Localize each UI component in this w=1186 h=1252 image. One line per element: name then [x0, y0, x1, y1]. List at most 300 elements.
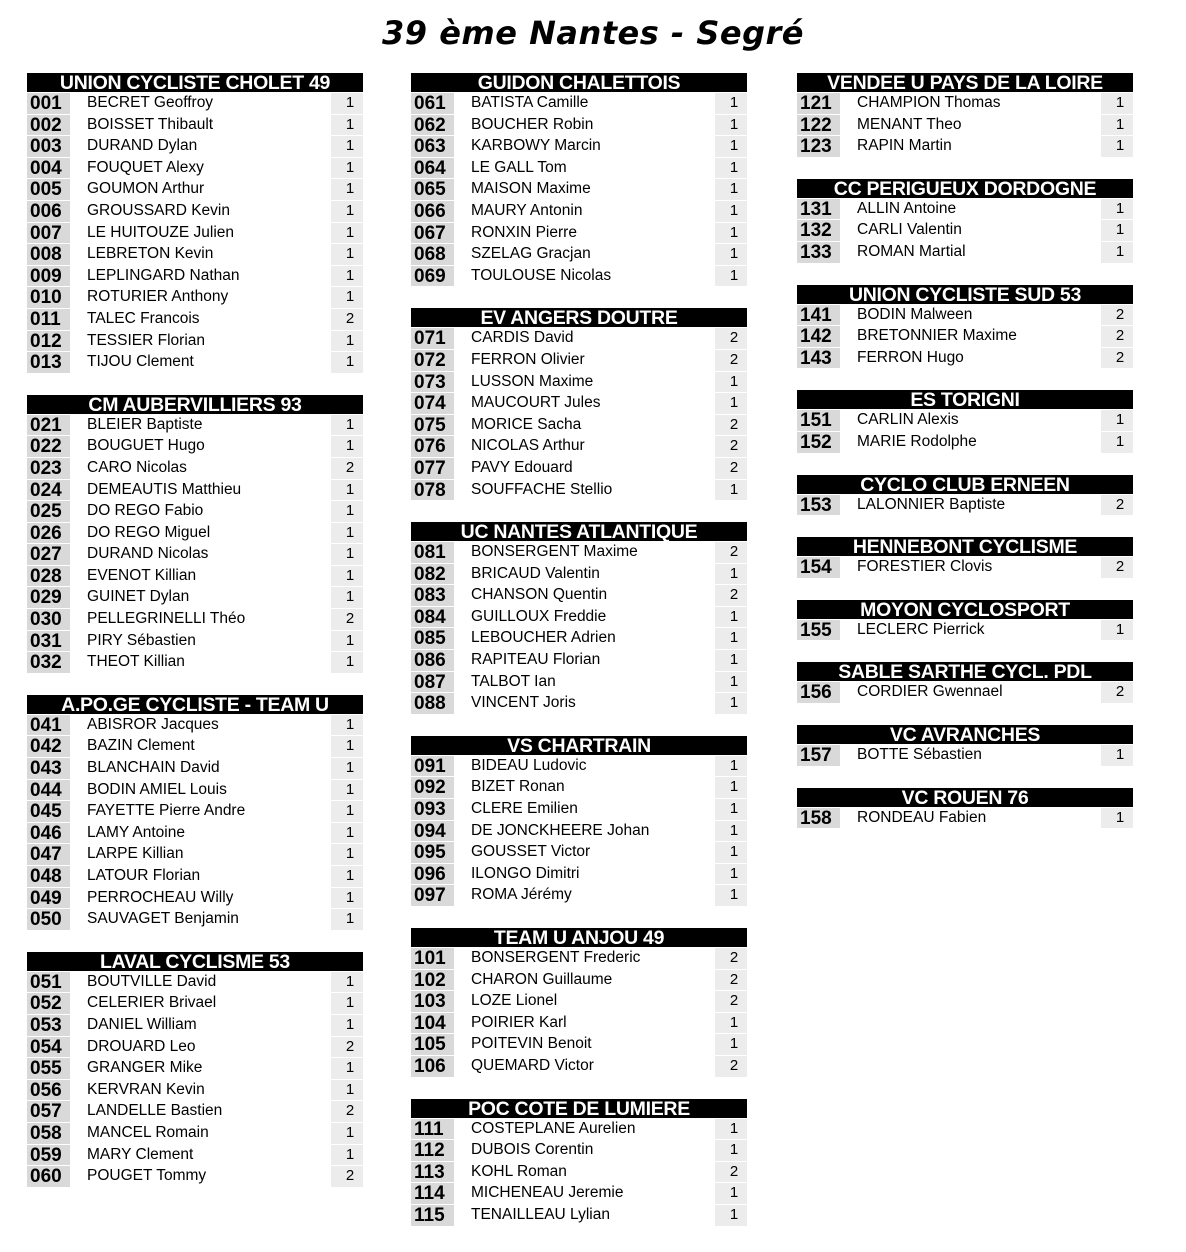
- rider-category: 1: [331, 587, 363, 608]
- rider-category: 2: [715, 1056, 747, 1077]
- bib-number: 056: [27, 1080, 70, 1101]
- rider-category: 1: [331, 1123, 363, 1144]
- rider-category: 1: [715, 179, 747, 200]
- rider-name: LEBRETON Kevin: [87, 245, 214, 263]
- bib-number: 043: [27, 758, 70, 779]
- rider-name: KERVRAN Kevin: [87, 1080, 205, 1098]
- rider-category: 1: [715, 693, 747, 714]
- rider-row: [27, 543, 363, 565]
- rider-row: [411, 392, 747, 414]
- rider-name: CARDIS David: [471, 329, 574, 347]
- bib-number: 023: [27, 458, 70, 479]
- rider-category: 1: [331, 823, 363, 844]
- rider-name: BONSERGENT Frederic: [471, 949, 641, 966]
- bib-number: 025: [27, 501, 70, 522]
- rider-name: DEMEAUTIS Matthieu: [87, 480, 242, 498]
- rider-category: 1: [715, 136, 747, 157]
- rider-category: 1: [715, 372, 747, 393]
- bib-number: 113: [411, 1162, 454, 1183]
- rider-name: LATOUR Florian: [87, 867, 201, 884]
- rider-category: 1: [715, 480, 747, 501]
- rider-category: 2: [715, 585, 747, 606]
- bib-number: 142: [797, 326, 840, 347]
- rider-category: 1: [331, 93, 363, 114]
- bib-number: 028: [27, 566, 70, 587]
- rider-name: LEBOUCHER Adrien: [471, 629, 616, 647]
- rider-name: GUILLOUX Freddie: [471, 607, 607, 625]
- bib-number: 111: [411, 1119, 454, 1140]
- team-block: [797, 600, 1133, 641]
- bib-number: 077: [411, 458, 454, 479]
- rider-row: [411, 584, 747, 606]
- rider-row: [411, 327, 747, 349]
- rider-category: 1: [331, 909, 363, 930]
- rider-name: FAYETTE Pierre Andre: [87, 802, 246, 820]
- rider-name: MICHENEAU Jeremie: [471, 1184, 624, 1202]
- rider-category: 2: [331, 458, 363, 479]
- rider-category: 1: [331, 415, 363, 436]
- rider-row: [411, 114, 747, 136]
- team-block: [797, 73, 1133, 157]
- rider-row: [27, 414, 363, 436]
- rider-category: 1: [1101, 745, 1133, 766]
- rider-name: CLERE Emilien: [471, 800, 578, 818]
- rider-category: 1: [331, 758, 363, 779]
- rider-name: LE GALL Tom: [471, 158, 567, 176]
- rider-category: 1: [715, 1119, 747, 1140]
- team-name: HENNEBONT CYCLISME: [797, 537, 1133, 556]
- rider-row: [797, 431, 1133, 453]
- bib-number: 087: [411, 672, 454, 693]
- rider-category: 1: [331, 287, 363, 308]
- bib-number: 063: [411, 136, 454, 157]
- rider-row: [411, 222, 747, 244]
- rider-name: CHANSON Quentin: [471, 586, 608, 604]
- rider-category: 1: [331, 844, 363, 865]
- team-block: [797, 390, 1133, 452]
- bib-number: 105: [411, 1034, 454, 1055]
- team-name: VC AVRANCHES: [797, 725, 1133, 744]
- rider-category: 1: [715, 115, 747, 136]
- bib-number: 101: [411, 948, 454, 969]
- rider-category: 1: [331, 136, 363, 157]
- page-title: 39 ème Nantes - Segré: [382, 14, 804, 52]
- rider-name: MENANT Theo: [857, 115, 962, 133]
- bib-number: 093: [411, 799, 454, 820]
- bib-number: 072: [411, 350, 454, 371]
- rider-row: [411, 541, 747, 563]
- rider-row: [27, 908, 363, 930]
- rider-name: FERRON Hugo: [857, 348, 964, 366]
- team-name: GUIDON CHALETTOIS: [411, 73, 747, 92]
- team-block: [411, 736, 747, 906]
- rider-row: [411, 776, 747, 798]
- rider-category: 2: [331, 1037, 363, 1058]
- rider-category: 2: [331, 609, 363, 630]
- rider-name: BATISTA Camille: [471, 94, 589, 111]
- team-block: [411, 1099, 747, 1226]
- rider-category: 2: [1101, 557, 1133, 578]
- rider-row: [797, 807, 1133, 829]
- team-block: [411, 308, 747, 500]
- bib-number: 064: [411, 158, 454, 179]
- rider-category: 1: [715, 266, 747, 287]
- rider-row: [797, 409, 1133, 431]
- rider-category: 1: [331, 652, 363, 673]
- rider-category: 1: [331, 266, 363, 287]
- rider-name: MARY Clement: [87, 1145, 194, 1163]
- rider-category: 1: [715, 1205, 747, 1226]
- bib-number: 085: [411, 628, 454, 649]
- team-name: LAVAL CYCLISME 53: [27, 952, 363, 971]
- bib-number: 058: [27, 1123, 70, 1144]
- team-name: TEAM U ANJOU 49: [411, 928, 747, 947]
- bib-number: 030: [27, 609, 70, 630]
- rider-name: ALLIN Antoine: [857, 199, 957, 217]
- rider-row: [411, 1033, 747, 1055]
- rider-row: [411, 435, 747, 457]
- rider-category: 1: [715, 650, 747, 671]
- rider-row: [27, 457, 363, 479]
- rider-row: [27, 330, 363, 352]
- bib-number: 003: [27, 136, 70, 157]
- rider-name: CARLIN Alexis: [857, 411, 959, 429]
- rider-category: 1: [331, 331, 363, 352]
- rider-category: 2: [715, 350, 747, 371]
- rider-category: 2: [715, 991, 747, 1012]
- team-name: UC NANTES ATLANTIQUE: [411, 522, 747, 541]
- rider-category: 1: [715, 885, 747, 906]
- rider-name: BODIN AMIEL Louis: [87, 780, 227, 798]
- team-block: [27, 952, 363, 1187]
- team-block: [797, 788, 1133, 829]
- rider-name: TALEC Francois: [87, 309, 200, 327]
- bib-number: 073: [411, 372, 454, 393]
- rider-name: BODIN Malween: [857, 305, 973, 323]
- team-block: [411, 522, 747, 714]
- bib-number: 084: [411, 607, 454, 628]
- bib-number: 013: [27, 352, 70, 373]
- rider-row: [27, 565, 363, 587]
- rider-row: [27, 800, 363, 822]
- rider-name: LALONNIER Baptiste: [857, 495, 1006, 513]
- rider-row: [411, 841, 747, 863]
- rider-category: 1: [331, 993, 363, 1014]
- bib-number: 060: [27, 1166, 70, 1187]
- rider-name: CARLI Valentin: [857, 221, 962, 239]
- rider-name: DO REGO Fabio: [87, 502, 204, 520]
- rider-row: [411, 692, 747, 714]
- rider-row: [27, 1079, 363, 1101]
- bib-number: 048: [27, 866, 70, 887]
- rider-row: [27, 200, 363, 222]
- rider-row: [27, 651, 363, 673]
- rider-category: 1: [1101, 242, 1133, 263]
- rider-category: 2: [1101, 326, 1133, 347]
- rider-category: 1: [331, 1145, 363, 1166]
- bib-number: 094: [411, 821, 454, 842]
- rider-row: [27, 178, 363, 200]
- rider-row: [411, 157, 747, 179]
- rider-category: 1: [715, 223, 747, 244]
- rider-row: [27, 286, 363, 308]
- rider-name: PIRY Sébastien: [87, 631, 196, 649]
- bib-number: 006: [27, 201, 70, 222]
- rider-name: MAUCOURT Jules: [471, 394, 601, 412]
- bib-number: 097: [411, 885, 454, 906]
- bib-number: 021: [27, 415, 70, 436]
- rider-name: BLEIER Baptiste: [87, 415, 203, 433]
- team-block: [797, 662, 1133, 703]
- column-left: [27, 73, 363, 1209]
- team-block: [411, 73, 747, 286]
- rider-row: [411, 969, 747, 991]
- rider-category: 2: [715, 328, 747, 349]
- bib-number: 032: [27, 652, 70, 673]
- rider-category: 1: [715, 799, 747, 820]
- rider-row: [27, 135, 363, 157]
- rider-name: MANCEL Romain: [87, 1123, 209, 1141]
- rider-row: [411, 1204, 747, 1226]
- rider-row: [797, 494, 1133, 516]
- bib-number: 042: [27, 736, 70, 757]
- rider-category: 1: [331, 523, 363, 544]
- rider-category: 1: [715, 821, 747, 842]
- bib-number: 081: [411, 542, 454, 563]
- rider-name: KARBOWY Marcin: [471, 137, 601, 155]
- column-right: [797, 73, 1133, 850]
- rider-name: POIRIER Karl: [471, 1013, 567, 1031]
- rider-name: THEOT Killian: [87, 653, 185, 671]
- rider-category: 1: [1101, 410, 1133, 431]
- rider-category: 2: [331, 1101, 363, 1122]
- bib-number: 008: [27, 244, 70, 265]
- rider-row: [411, 798, 747, 820]
- rider-row: [411, 135, 747, 157]
- team-name: POC COTE DE LUMIERE: [411, 1099, 747, 1118]
- bib-number: 027: [27, 544, 70, 565]
- rider-name: BECRET Geoffroy: [87, 94, 214, 111]
- rider-category: 2: [1101, 348, 1133, 369]
- bib-number: 061: [411, 93, 454, 114]
- rider-name: LARPE Killian: [87, 845, 184, 863]
- bib-number: 026: [27, 523, 70, 544]
- rider-row: [797, 681, 1133, 703]
- rider-row: [411, 178, 747, 200]
- rider-row: [27, 1144, 363, 1166]
- bib-number: 050: [27, 909, 70, 930]
- rider-row: [411, 990, 747, 1012]
- bib-number: 153: [797, 495, 840, 516]
- rider-name: DUBOIS Corentin: [471, 1141, 594, 1159]
- rider-row: [411, 863, 747, 885]
- rider-row: [27, 522, 363, 544]
- rider-row: [27, 1165, 363, 1187]
- rider-name: GOUSSET Victor: [471, 843, 591, 861]
- rider-name: POITEVIN Benoit: [471, 1035, 592, 1053]
- rider-category: 1: [331, 1015, 363, 1036]
- rider-name: BOTTE Sébastien: [857, 745, 982, 763]
- team-block: [797, 179, 1133, 263]
- rider-name: TESSIER Florian: [87, 331, 206, 349]
- rider-row: [411, 457, 747, 479]
- bib-number: 155: [797, 620, 840, 641]
- bib-number: 088: [411, 693, 454, 714]
- rider-name: BONSERGENT Maxime: [471, 543, 638, 561]
- rider-category: 1: [331, 223, 363, 244]
- rider-row: [27, 243, 363, 265]
- rider-name: ILONGO Dimitri: [471, 864, 580, 882]
- rider-row: [27, 435, 363, 457]
- bib-number: 157: [797, 745, 840, 766]
- bib-number: 095: [411, 842, 454, 863]
- rider-name: TOULOUSE Nicolas: [471, 266, 612, 284]
- rider-category: 1: [331, 179, 363, 200]
- rider-row: [27, 735, 363, 757]
- rider-category: 1: [715, 1140, 747, 1161]
- rider-category: 2: [331, 1166, 363, 1187]
- rider-row: [797, 347, 1133, 369]
- rider-category: 1: [331, 501, 363, 522]
- rider-name: MAISON Maxime: [471, 180, 591, 198]
- team-block: [27, 695, 363, 930]
- rider-row: [27, 265, 363, 287]
- bib-number: 122: [797, 115, 840, 136]
- team-block: [27, 73, 363, 373]
- rider-category: 1: [331, 352, 363, 373]
- rider-category: 1: [331, 866, 363, 887]
- bib-number: 151: [797, 410, 840, 431]
- bib-number: 069: [411, 266, 454, 287]
- rider-row: [411, 92, 747, 114]
- rider-category: 1: [1101, 220, 1133, 241]
- rider-name: SAUVAGET Benjamin: [87, 910, 239, 928]
- team-block: [27, 395, 363, 673]
- bib-number: 041: [27, 715, 70, 736]
- rider-category: 1: [331, 244, 363, 265]
- bib-number: 115: [411, 1205, 454, 1226]
- rider-row: [411, 1139, 747, 1161]
- bib-number: 052: [27, 993, 70, 1014]
- bib-number: 010: [27, 287, 70, 308]
- rider-name: LAMY Antoine: [87, 823, 185, 841]
- rider-category: 1: [715, 1013, 747, 1034]
- bib-number: 029: [27, 587, 70, 608]
- rider-name: BIDEAU Ludovic: [471, 756, 587, 774]
- rider-name: DURAND Dylan: [87, 137, 198, 155]
- bib-number: 102: [411, 970, 454, 991]
- rider-name: PELLEGRINELLI Théo: [87, 610, 246, 628]
- team-name: CC PERIGUEUX DORDOGNE: [797, 179, 1133, 198]
- rider-category: 1: [1101, 93, 1133, 114]
- rider-name: CHARON Guillaume: [471, 970, 613, 988]
- team-block: [797, 285, 1133, 369]
- rider-category: 1: [715, 607, 747, 628]
- rider-name: ABISROR Jacques: [87, 715, 219, 733]
- rider-name: CHAMPION Thomas: [857, 94, 1001, 111]
- bib-number: 154: [797, 557, 840, 578]
- rider-category: 1: [715, 842, 747, 863]
- rider-name: BRICAUD Valentin: [471, 564, 600, 582]
- rider-name: BLANCHAIN David: [87, 759, 220, 777]
- rider-row: [411, 479, 747, 501]
- rider-row: [411, 627, 747, 649]
- rider-row: [27, 992, 363, 1014]
- rider-row: [411, 649, 747, 671]
- rider-row: [411, 563, 747, 585]
- rider-row: [27, 1100, 363, 1122]
- rider-name: VINCENT Joris: [471, 694, 576, 712]
- rider-row: [27, 779, 363, 801]
- team-name: CYCLO CLUB ERNEEN: [797, 475, 1133, 494]
- rider-row: [411, 265, 747, 287]
- rider-name: FORESTIER Clovis: [857, 558, 993, 576]
- rider-name: TALBOT Ian: [471, 672, 556, 690]
- rider-row: [411, 1055, 747, 1077]
- team-block: [797, 537, 1133, 578]
- rider-name: GRANGER Mike: [87, 1059, 203, 1077]
- rider-row: [411, 884, 747, 906]
- rider-row: [27, 351, 363, 373]
- rider-category: 1: [715, 777, 747, 798]
- bib-number: 104: [411, 1013, 454, 1034]
- rider-name: MARIE Rodolphe: [857, 432, 977, 450]
- rider-name: PAVY Edouard: [471, 458, 573, 476]
- rider-name: RAPIN Martin: [857, 137, 952, 155]
- bib-number: 071: [411, 328, 454, 349]
- rider-row: [27, 757, 363, 779]
- rider-name: COSTEPLANE Aurelien: [471, 1119, 636, 1137]
- rider-category: 2: [715, 1162, 747, 1183]
- rider-category: 1: [331, 888, 363, 909]
- bib-number: 062: [411, 115, 454, 136]
- bib-number: 074: [411, 393, 454, 414]
- rider-row: [27, 1036, 363, 1058]
- rider-row: [797, 114, 1133, 136]
- rider-row: [27, 479, 363, 501]
- rider-name: CORDIER Gwennael: [857, 683, 1003, 701]
- rider-name: DROUARD Leo: [87, 1037, 196, 1055]
- rider-row: [27, 500, 363, 522]
- rider-row: [411, 414, 747, 436]
- rider-category: 1: [1101, 620, 1133, 641]
- bib-number: 123: [797, 136, 840, 157]
- bib-number: 083: [411, 585, 454, 606]
- rider-row: [27, 1122, 363, 1144]
- team-block: [797, 475, 1133, 516]
- rider-name: ROMAN Martial: [857, 242, 966, 260]
- rider-name: FOUQUET Alexy: [87, 158, 204, 176]
- rider-category: 1: [715, 201, 747, 222]
- rider-name: TIJOU Clement: [87, 353, 194, 371]
- rider-name: LEPLINGARD Nathan: [87, 266, 240, 284]
- rider-category: 2: [1101, 305, 1133, 326]
- rider-category: 1: [331, 801, 363, 822]
- rider-name: GROUSSARD Kevin: [87, 201, 230, 219]
- rider-row: [411, 349, 747, 371]
- bib-number: 114: [411, 1183, 454, 1204]
- rider-category: 1: [331, 631, 363, 652]
- rider-row: [797, 92, 1133, 114]
- rider-category: 2: [715, 436, 747, 457]
- bib-number: 156: [797, 682, 840, 703]
- bib-number: 053: [27, 1015, 70, 1036]
- rider-category: 1: [715, 672, 747, 693]
- rider-row: [27, 1057, 363, 1079]
- bib-number: 082: [411, 564, 454, 585]
- rider-name: DANIEL William: [87, 1015, 197, 1033]
- rider-name: POUGET Tommy: [87, 1167, 207, 1185]
